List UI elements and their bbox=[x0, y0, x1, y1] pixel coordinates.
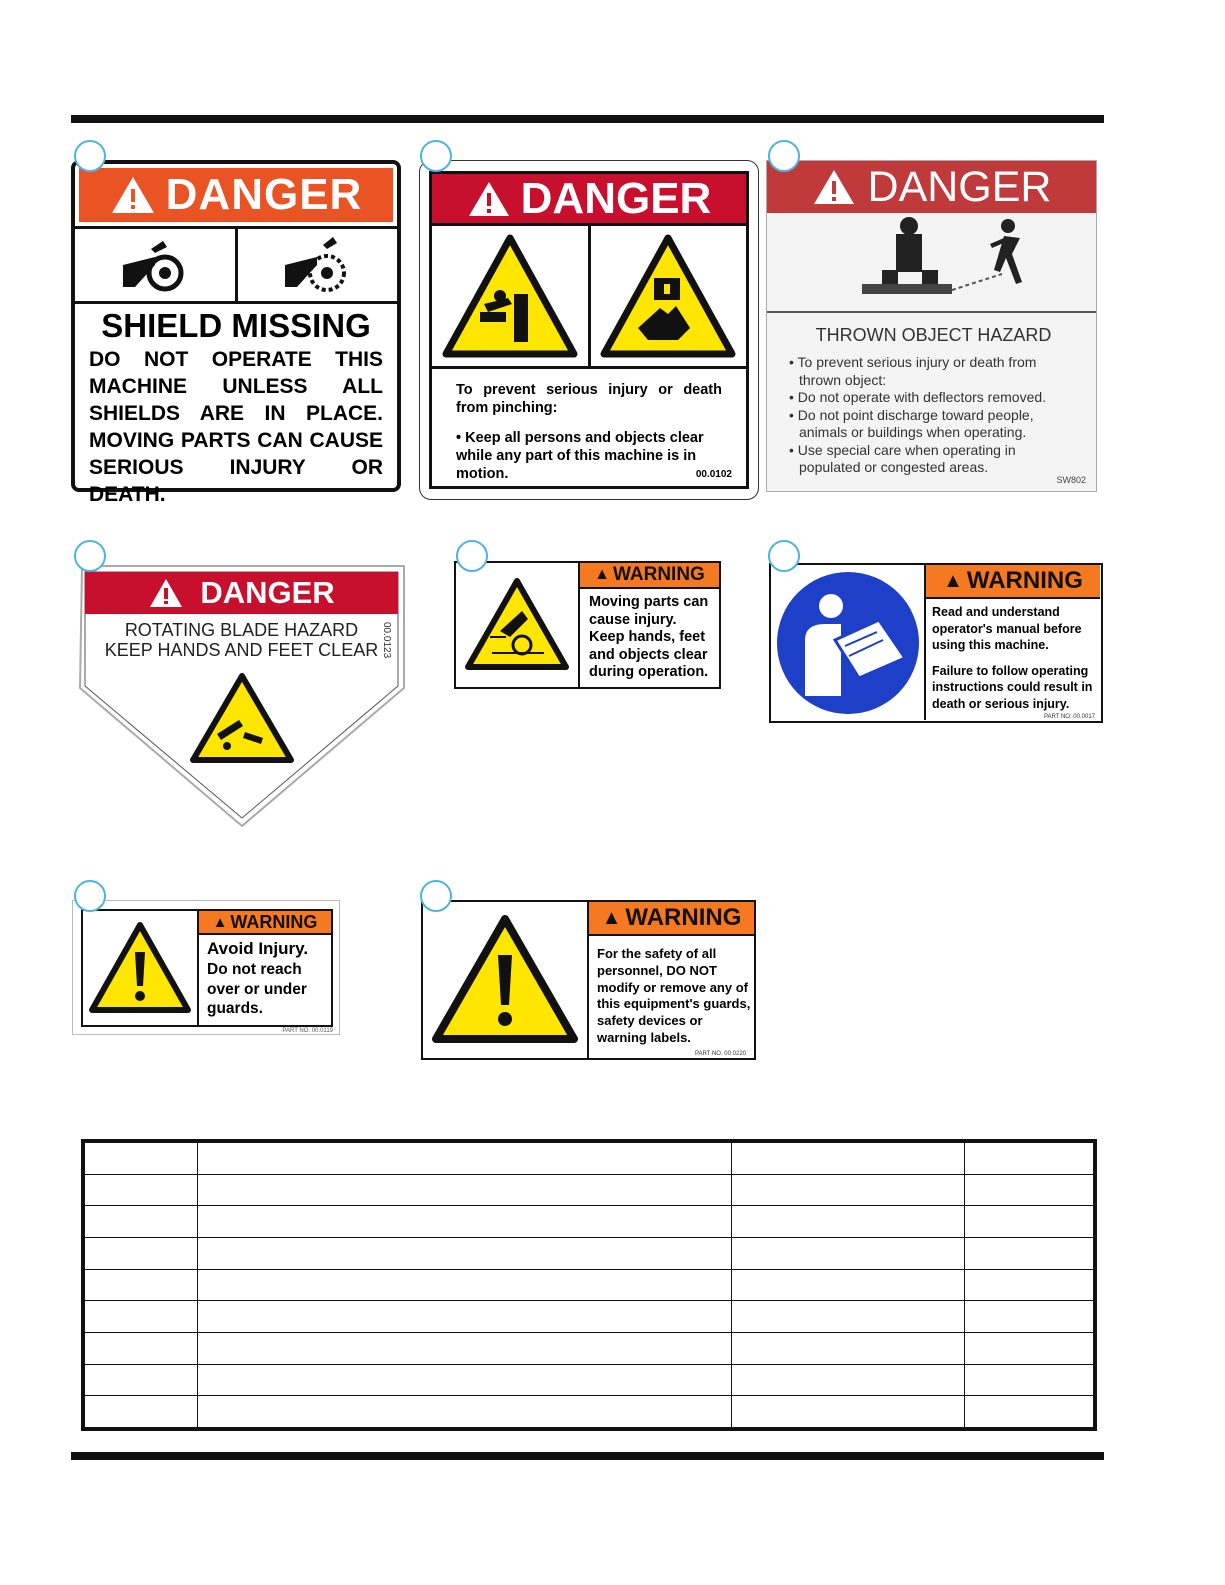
label-line: DO NOT OPERATE THIS bbox=[89, 348, 383, 371]
table-header-row bbox=[83, 1141, 1095, 1174]
danger-header bbox=[767, 161, 1096, 213]
danger-header bbox=[79, 168, 393, 222]
table-row bbox=[83, 1206, 1095, 1238]
label-text: For the safety of all personnel, DO NOT modify or remove any of this equipment's guards, safety devices or warning labels. bbox=[597, 946, 751, 1045]
signal-word: DANGER bbox=[165, 170, 363, 219]
label-body bbox=[432, 369, 746, 483]
chain-entanglement-icon bbox=[238, 229, 398, 301]
alert-triangle-icon: ▲ bbox=[594, 566, 610, 583]
rotating-blade-icon bbox=[189, 672, 295, 764]
safety-label-moving-parts bbox=[454, 561, 721, 689]
table-row bbox=[83, 1238, 1095, 1270]
callout-marker bbox=[74, 140, 106, 172]
part-number: SW802 bbox=[1056, 475, 1086, 485]
label-body bbox=[207, 939, 331, 1019]
safety-label-rotating-blade bbox=[70, 560, 412, 832]
moving-parts-icon bbox=[456, 563, 580, 687]
alert-triangle-icon bbox=[467, 180, 511, 218]
alert-triangle-icon: ▲ bbox=[943, 569, 963, 592]
label-line: KEEP HANDS AND FEET CLEAR bbox=[104, 640, 379, 660]
bottom-rule bbox=[71, 1452, 1104, 1460]
alert-triangle-icon: ▲ bbox=[212, 913, 228, 931]
danger-header bbox=[85, 572, 398, 614]
label-body bbox=[932, 604, 1100, 712]
label-line: MACHINE UNLESS ALL bbox=[89, 375, 383, 398]
callout-marker bbox=[420, 140, 452, 172]
label-body bbox=[767, 313, 1096, 477]
pictogram-row bbox=[432, 226, 746, 369]
thrown-object-icon bbox=[767, 213, 1096, 313]
label-body bbox=[85, 620, 398, 660]
table-row bbox=[83, 1269, 1095, 1301]
part-number: 00.0123 bbox=[381, 622, 392, 659]
belt-entanglement-icon bbox=[75, 229, 238, 301]
alert-triangle-icon: ▲ bbox=[601, 906, 622, 929]
read-manual-icon bbox=[771, 565, 926, 720]
warning-header bbox=[580, 563, 719, 589]
label-line: MOVING PARTS CAN CAUSE bbox=[89, 429, 383, 452]
safety-label-read-manual bbox=[769, 563, 1103, 723]
label-text: Failure to follow operating instructions could result in death or serious injury. bbox=[932, 663, 1093, 711]
label-bullet: • Keep all persons and objects clear while any part of this machine is in motion. bbox=[456, 430, 704, 482]
callout-marker bbox=[74, 880, 106, 912]
decal-parts-table bbox=[81, 1139, 1097, 1431]
callout-marker bbox=[420, 880, 452, 912]
callout-marker bbox=[456, 540, 488, 572]
signal-word: DANGER bbox=[200, 575, 335, 610]
label-line: SHIELDS ARE IN PLACE. bbox=[89, 402, 383, 425]
safety-label-shield-missing bbox=[71, 160, 401, 506]
label-heading: THROWN OBJECT HAZARD bbox=[815, 325, 1052, 345]
label-text: Do not reach over or under guards. bbox=[207, 961, 307, 1017]
safety-label-avoid-injury bbox=[72, 900, 340, 1035]
table-row bbox=[83, 1364, 1095, 1396]
label-bullet: • Do not operate with deflectors removed. bbox=[789, 389, 1047, 405]
safety-label-pinching bbox=[419, 160, 759, 500]
label-bullet: • Do not point discharge toward people, animals or buildings when operating. bbox=[789, 406, 1034, 440]
alert-triangle-icon bbox=[812, 168, 856, 206]
alert-triangle-icon bbox=[148, 577, 184, 609]
label-intro: To prevent serious injury or death from pinching: bbox=[456, 382, 722, 416]
exclamation-warning-icon bbox=[83, 911, 199, 1025]
signal-word: WARNING bbox=[230, 911, 318, 932]
part-number: PART NO. 00.0017 bbox=[1043, 714, 1095, 720]
label-line: ROTATING BLADE HAZARD bbox=[124, 620, 359, 640]
label-inner-border bbox=[81, 909, 333, 1027]
pinch-hazard-icon bbox=[591, 226, 747, 366]
label-text: Read and understand operator's manual before using this machine. bbox=[932, 605, 1082, 652]
part-number: PART NO. 00.0220 bbox=[694, 1051, 746, 1057]
table-row bbox=[83, 1396, 1095, 1429]
part-number: PART NO. 00.0119 bbox=[282, 1028, 333, 1034]
label-bullet: • To prevent serious injury or death from thrown object: bbox=[789, 354, 1037, 388]
warning-header bbox=[589, 902, 754, 936]
callout-marker bbox=[768, 540, 800, 572]
part-number: 00.0102 bbox=[695, 469, 732, 480]
crush-hazard-icon bbox=[432, 226, 591, 366]
exclamation-warning-icon bbox=[423, 902, 589, 1058]
table-row bbox=[83, 1301, 1095, 1333]
table-row bbox=[83, 1332, 1095, 1364]
label-text: Moving parts can cause injury. Keep hands, feet and objects clear during operation. bbox=[589, 594, 709, 680]
signal-word: WARNING bbox=[966, 567, 1083, 594]
pictogram-row bbox=[75, 226, 397, 304]
label-heading: SHIELD MISSING bbox=[101, 307, 371, 344]
alert-triangle-icon bbox=[110, 175, 156, 215]
label-body bbox=[75, 304, 397, 510]
signal-word: WARNING bbox=[625, 904, 742, 931]
label-line: SERIOUS INJURY OR DEATH. bbox=[89, 456, 383, 506]
warning-header bbox=[926, 565, 1100, 599]
danger-header bbox=[432, 174, 746, 226]
callout-marker bbox=[768, 140, 800, 172]
signal-word: DANGER bbox=[867, 162, 1052, 211]
signal-word: WARNING bbox=[613, 564, 705, 585]
signal-word: DANGER bbox=[520, 173, 712, 223]
safety-label-thrown-object bbox=[766, 160, 1097, 492]
top-rule bbox=[71, 115, 1104, 123]
callout-marker bbox=[74, 540, 106, 572]
safety-label-do-not-modify bbox=[421, 900, 756, 1060]
label-inner-border bbox=[429, 171, 749, 489]
label-heading: Avoid Injury. bbox=[207, 939, 309, 958]
label-bullet: • Use special care when operating in populated or congested areas. bbox=[789, 441, 1016, 475]
warning-header bbox=[199, 911, 331, 935]
table-row bbox=[83, 1174, 1095, 1206]
